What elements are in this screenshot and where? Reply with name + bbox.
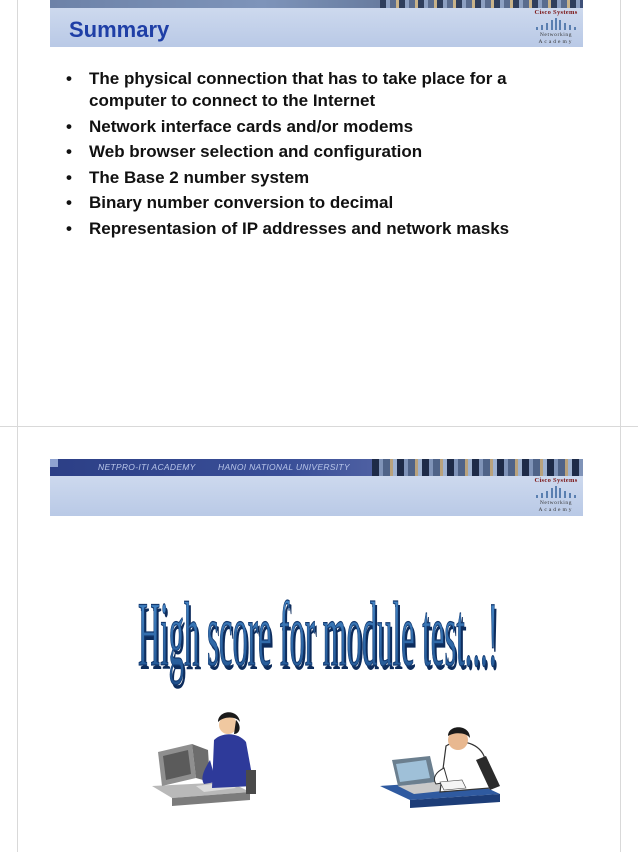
logo-brand: Cisco Systems xyxy=(534,9,578,16)
bullet-text: Representasion of IP addresses and network masks xyxy=(89,218,510,238)
woman-at-computer-icon xyxy=(152,712,256,806)
bullet-text: Web browser selection and configuration xyxy=(89,142,423,161)
bullet-dot: • xyxy=(66,116,72,136)
bullet-text: Network interface cards and/or modems xyxy=(89,116,414,136)
logo-line2: Academy xyxy=(538,507,574,513)
bullet-text: The Base 2 number system xyxy=(89,167,310,187)
bullet-text: The physical connection that has to take place for a computer to connect to the Internet xyxy=(89,69,507,110)
logo-line1: Networking xyxy=(539,32,573,38)
logo-line2: Academy xyxy=(538,39,574,45)
bullet-dot: • xyxy=(66,167,72,187)
header-academy-label: NETPRO-ITI ACADEMY xyxy=(98,462,196,472)
man-at-laptop-icon xyxy=(380,727,500,808)
bullet-dot: • xyxy=(66,142,72,161)
slide-title: Summary xyxy=(69,17,170,42)
wordart-text: High score for module test...! xyxy=(137,585,498,686)
bullet-dot: • xyxy=(66,69,72,88)
bullet-dot: • xyxy=(66,218,72,238)
header-university-label: HANOI NATIONAL UNIVERSITY xyxy=(218,462,350,472)
logo-line1: Networking xyxy=(539,500,573,506)
bullet-text: Binary number conversion to decimal xyxy=(89,193,394,212)
bullet-dot: • xyxy=(66,193,72,212)
logo-brand: Cisco Systems xyxy=(534,477,578,484)
wordart-shadow: High score for module test...! xyxy=(140,587,500,690)
